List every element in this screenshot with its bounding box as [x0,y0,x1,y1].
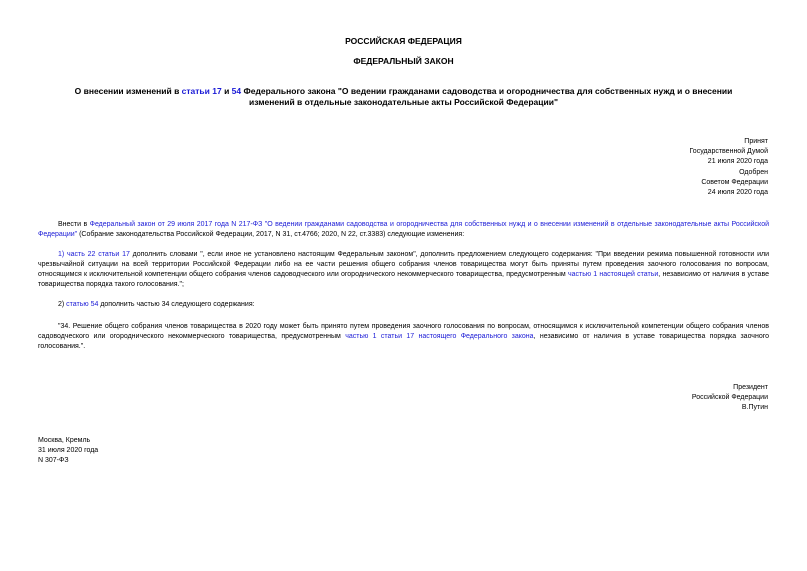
quote-paragraph [38,322,769,352]
title-text-2: и [221,86,232,96]
approval-line: Одобрен [739,169,768,176]
article-54-link[interactable]: статью 54 [66,301,99,308]
adoption-block [689,137,768,198]
part-22-article-17-link[interactable]: часть 22 статьи 17 [67,251,130,258]
item-1-number: 1) [58,251,67,258]
title-text-3: Федерального закона "О ведении гражданами садоводства и огородничества для собственных нужд и о внесении изменений в отдельные законодательные акты Российской Федерации" [241,86,733,107]
title-link-article-17[interactable]: статьи 17 [181,86,222,96]
intro-text-1: Внести в [58,221,90,228]
law-title [52,86,755,108]
date-line: 31 июля 2020 года [38,447,99,454]
title-link-54[interactable]: 54 [231,86,242,96]
signer-block [692,383,768,413]
place-line: Москва, Кремль [38,437,91,444]
item-1-text-2: , независимо от наличия в уставе товарищества порядка такого голосования."; [38,271,769,288]
adoption-line: Принят [744,138,768,145]
adoption-line: Государственной Думой [689,148,768,155]
item-1-paragraph [38,250,769,290]
law-number: N 307-ФЗ [38,457,69,464]
signer-name: В.Путин [741,404,768,411]
signer-title: Президент [733,384,768,391]
quote-text-1: "34. Решение общего собрания членов товарищества в 2020 году может быть принято путем проведения заочного голосования по вопросам, относящимся к исключительной компетенции общего собрания членов садоводческого или огороднического некоммерческого товарищества, предусмотренным [38,323,769,340]
item-2-paragraph [38,300,769,310]
part-1-article-17-link[interactable]: частью 1 статьи 17 настоящего Федерального закона [345,333,534,340]
approval-line: Советом Федерации [701,179,768,186]
item-2-number: 2) [58,301,67,308]
item-1-text-1: дополнить словами ", если иное не установлено настоящим Федеральным законом", дополнить предложением следующего содержания: "При введении режима повышенной готовности или чрезвычайной ситуации на всей территории Российской Федерации либо на ее части решения общего собрания членов товарищества могут быть приняты путем проведения заочного голосования по вопросам, относящимся к исключительной компетенции общего собрания членов садоводческого или огороднического некоммерческого товарищества, предусмотренным [38,251,770,278]
item-2-text: дополнить частью 34 следующего содержания: [98,301,255,308]
intro-paragraph [38,220,769,240]
part-1-this-article-link[interactable]: частью 1 настоящей статьи [567,271,659,278]
doc-type-heading: ФЕДЕРАЛЬНЫЙ ЗАКОН [353,56,454,66]
quote-text-2: , независимо от наличия в уставе товарищества порядка заочного голосования.". [38,333,770,350]
approval-line: 24 июля 2020 года [707,189,768,196]
adoption-line: 21 июля 2020 года [707,158,768,165]
country-heading: РОССИЙСКАЯ ФЕДЕРАЦИЯ [345,36,462,46]
intro-text-2: (Собрание законодательства Российской Федерации, 2017, N 31, ст.4766; 2020, N 22, ст.3383) следующие изменения: [77,231,465,238]
federal-law-link[interactable]: Федеральный закон от 29 июля 2017 года N 217-ФЗ "О ведении гражданами садоводства и огородничества для собственных нужд и о внесении изменений в отдельные законодательные акты Российской Федерации" [38,221,770,238]
title-text-1: О внесении изменений в [74,86,182,96]
place-date-block [38,436,98,466]
signer-country: Российской Федерации [691,394,768,401]
